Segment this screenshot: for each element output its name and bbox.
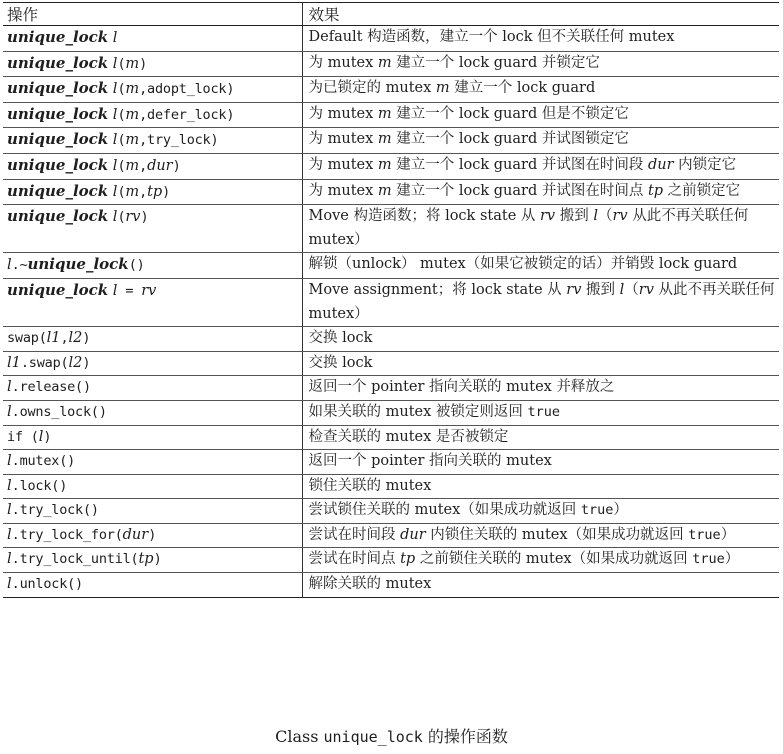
code-text: )	[139, 55, 148, 72]
variable-text: m	[377, 182, 392, 199]
operation-cell	[3, 376, 302, 401]
code-text: .release()	[11, 379, 91, 396]
operation-cell	[3, 179, 302, 205]
code-text: .~	[11, 257, 28, 274]
table-row	[3, 499, 779, 524]
keyword-text: unique_lock	[7, 280, 109, 299]
plain-text: 尝试在时间段	[308, 526, 401, 543]
effect-cell	[302, 351, 779, 376]
plain-text: 为 mutex	[308, 131, 378, 148]
operation-cell	[3, 102, 302, 128]
variable-text: rv	[125, 209, 141, 226]
variable-text: tp	[647, 182, 664, 199]
variable-text: l	[7, 257, 12, 274]
plain-text: Move 构造函数；将 lock state 从	[308, 208, 540, 225]
variable-text: l	[112, 30, 118, 46]
keyword-text: unique_lock	[27, 255, 129, 274]
operation-cell	[3, 425, 302, 450]
plain-text: 为已锁定的 mutex	[308, 80, 436, 97]
plain-text: 从此不再关联任何 mutex）	[308, 208, 749, 248]
table-row	[3, 327, 779, 352]
variable-text: m	[377, 156, 392, 173]
effect-cell	[302, 128, 779, 154]
code-text: .try_lock_for(	[11, 526, 123, 543]
operation-cell	[3, 253, 302, 279]
keyword-text: unique_lock	[7, 181, 109, 200]
table-row	[3, 523, 779, 548]
plain-text: 为 mutex	[308, 182, 378, 199]
plain-text: 建立一个 lock guard 并试图在时间段	[391, 156, 648, 173]
operation-cell	[3, 523, 302, 548]
code-text: true	[580, 502, 614, 519]
variable-text: rv	[540, 208, 556, 225]
keyword-text: unique_lock	[7, 53, 109, 72]
keyword-text: unique_lock	[7, 28, 109, 46]
code-text: )	[148, 526, 157, 543]
variable-text: l	[619, 281, 625, 298]
variable-text: dur	[647, 156, 674, 173]
effect-cell	[302, 573, 779, 598]
table-body	[3, 26, 779, 598]
variable-text: m	[125, 106, 140, 123]
code-text: .lock()	[11, 477, 68, 494]
code-text: (	[117, 106, 126, 123]
operation-cell	[3, 499, 302, 524]
plain-text: 返回一个 pointer 指向关联的 mutex	[308, 453, 552, 470]
code-text: ,	[60, 330, 69, 347]
effect-cell	[302, 102, 779, 128]
table-row	[3, 376, 779, 401]
plain-text: ）	[720, 526, 736, 543]
operation-cell	[3, 400, 302, 425]
effect-cell	[302, 499, 779, 524]
code-text: true	[688, 526, 721, 543]
plain-text: 锁住关联的 mutex	[308, 477, 432, 494]
plain-text: 检查关联的 mutex 是否被锁定	[308, 428, 509, 445]
code-text: .unlock()	[11, 576, 83, 593]
variable-text: dur	[122, 526, 149, 543]
table-row	[3, 128, 779, 154]
keyword-text: unique_lock	[7, 79, 109, 98]
variable-text: m	[377, 54, 392, 71]
code-text: (	[117, 209, 126, 226]
variable-text: m	[125, 132, 140, 149]
plain-text: 为 mutex	[308, 156, 378, 173]
variable-text: l2	[68, 354, 83, 371]
plain-text: 之前锁定它	[663, 182, 741, 199]
plain-text: 建立一个 lock guard 并试图锁定它	[391, 131, 629, 148]
operation-cell	[3, 128, 302, 154]
code-text: )	[82, 330, 91, 347]
variable-text: l	[112, 209, 118, 226]
keyword-text: unique_lock	[7, 130, 109, 149]
variable-text: tp	[400, 551, 416, 568]
caption-text: Class	[275, 727, 324, 746]
variable-text: rv	[566, 281, 582, 298]
table-row	[3, 26, 779, 52]
operations-table	[3, 2, 779, 598]
variable-text: tp	[147, 183, 163, 200]
effect-cell	[302, 548, 779, 573]
operation-cell	[3, 450, 302, 475]
code-text: ,adopt_lock)	[139, 81, 235, 98]
variable-text: l	[38, 428, 44, 445]
code-text: ,	[139, 183, 148, 200]
effect-cell	[302, 51, 779, 77]
table-row	[3, 548, 779, 573]
operation-cell	[3, 548, 302, 573]
code-text: true	[692, 551, 725, 568]
code-text: (	[117, 81, 126, 98]
table-row	[3, 400, 779, 425]
effect-cell	[302, 376, 779, 401]
code-text: ,	[139, 157, 148, 174]
plain-text: 建立一个 lock guard 并试图在时间点	[391, 182, 648, 199]
variable-text: m	[125, 55, 140, 72]
plain-text: 如果关联的 mutex 被锁定则返回	[308, 403, 528, 420]
variable-text: l	[112, 132, 118, 149]
table-row	[3, 77, 779, 103]
code-text: true	[527, 403, 561, 420]
table-row	[3, 253, 779, 279]
plain-text: 内锁住关联的 mutex（如果成功就返回	[425, 526, 689, 543]
code-text: (	[117, 183, 126, 200]
operation-cell	[3, 474, 302, 499]
code-text: )	[43, 428, 52, 445]
operation-cell	[3, 278, 302, 326]
operation-cell	[3, 77, 302, 103]
variable-text: dur	[400, 526, 426, 543]
variable-text: l	[7, 502, 12, 519]
effect-cell	[302, 179, 779, 205]
keyword-text: unique_lock	[7, 207, 109, 226]
variable-text: l	[112, 282, 118, 299]
variable-text: m	[125, 157, 140, 174]
variable-text: l	[112, 183, 118, 200]
table-row	[3, 102, 779, 128]
plain-text: 建立一个 lock guard 并锁定它	[391, 54, 600, 71]
effect-cell	[302, 523, 779, 548]
code-text: .swap(	[20, 354, 69, 371]
code-text: if (	[7, 428, 39, 445]
effect-cell	[302, 278, 779, 326]
plain-text: 解锁（unlock） mutex（如果它被锁定的话）并销毁 lock guard	[308, 256, 738, 273]
variable-text: l	[112, 55, 118, 72]
variable-text: tp	[138, 551, 154, 568]
code-text: ,try_lock)	[139, 132, 219, 149]
header-operation: 操作	[3, 3, 302, 26]
code-text: (	[117, 132, 126, 149]
effect-cell	[302, 425, 779, 450]
variable-text: l	[593, 208, 598, 225]
code-text: .mutex()	[11, 453, 76, 470]
plain-text: 建立一个 lock guard	[449, 80, 596, 97]
variable-text: m	[125, 183, 140, 200]
table-row	[3, 51, 779, 77]
keyword-text: unique_lock	[7, 155, 109, 174]
keyword-text: unique_lock	[7, 104, 109, 123]
variable-text: l	[7, 551, 12, 568]
plain-text: 搬到	[555, 208, 594, 225]
code-text: .owns_lock()	[11, 403, 107, 420]
variable-text: l	[7, 379, 12, 396]
code-text: .try_lock()	[11, 502, 99, 519]
variable-text: rv	[141, 282, 157, 299]
operation-cell	[3, 351, 302, 376]
plain-text: 交换 lock	[308, 330, 373, 347]
code-text: )	[82, 354, 91, 371]
table-row	[3, 179, 779, 205]
variable-text: dur	[147, 157, 173, 174]
header-effect: 效果	[302, 3, 779, 26]
plain-text: 从此不再关联任何 mutex）	[308, 281, 775, 322]
plain-text: （	[624, 281, 639, 298]
caption-code: unique_lock	[323, 728, 423, 746]
variable-text: rv	[638, 281, 654, 298]
effect-cell	[302, 153, 779, 179]
code-text: swap(	[7, 330, 47, 347]
plain-text: 尝试锁住关联的 mutex（如果成功就返回	[308, 502, 581, 519]
plain-text: 解除关联的 mutex	[308, 576, 432, 593]
table-row	[3, 573, 779, 598]
variable-text: l	[7, 477, 12, 494]
operation-cell	[3, 205, 302, 253]
variable-text: m	[377, 131, 392, 148]
header-row	[3, 3, 779, 26]
code-text: (	[117, 55, 126, 72]
code-text: (	[117, 157, 126, 174]
table-caption	[0, 724, 783, 747]
variable-text: l2	[68, 330, 83, 347]
plain-text: ）	[724, 551, 740, 568]
plain-text: 内锁定它	[673, 156, 737, 173]
code-text: ,defer_lock)	[139, 106, 235, 123]
plain-text: （	[597, 208, 613, 225]
table-row	[3, 205, 779, 253]
effect-cell	[302, 327, 779, 352]
plain-text: Default 构造函数，建立一个 lock 但不关联任何 mutex	[308, 29, 675, 45]
effect-cell	[302, 400, 779, 425]
plain-text: 为 mutex	[308, 54, 378, 71]
plain-text: 尝试在时间点	[308, 551, 401, 568]
plain-text: 交换 lock	[308, 354, 373, 371]
variable-text: l1	[46, 330, 61, 347]
variable-text: l	[112, 157, 118, 174]
operation-cell	[3, 153, 302, 179]
variable-text: l	[7, 453, 12, 470]
effect-cell	[302, 253, 779, 279]
variable-text: l	[7, 403, 12, 420]
operation-cell	[3, 327, 302, 352]
variable-text: l	[112, 106, 118, 123]
variable-text: l	[112, 81, 118, 98]
operation-cell	[3, 573, 302, 598]
effect-cell	[302, 77, 779, 103]
table-row	[3, 450, 779, 475]
operation-cell	[3, 26, 302, 52]
code-text: )	[162, 183, 171, 200]
effect-cell	[302, 450, 779, 475]
variable-text: l	[7, 526, 12, 543]
effect-cell	[302, 205, 779, 253]
table-row	[3, 351, 779, 376]
table-row	[3, 425, 779, 450]
variable-text: l	[7, 576, 12, 593]
variable-text: rv	[612, 208, 628, 225]
effect-cell	[302, 474, 779, 499]
plain-text: 为 mutex	[308, 105, 378, 122]
code-text: )	[140, 209, 149, 226]
variable-text: m	[377, 105, 392, 122]
variable-text: m	[435, 80, 450, 97]
code-text: )	[153, 551, 162, 568]
plain-text: 搬到	[581, 281, 620, 298]
variable-text: m	[125, 81, 140, 98]
code-text: .try_lock_until(	[11, 551, 139, 568]
table-row	[3, 278, 779, 326]
plain-text: 返回一个 pointer 指向关联的 mutex 并释放之	[308, 379, 615, 396]
table-row	[3, 474, 779, 499]
plain-text: Move assignment；将 lock state 从	[308, 281, 567, 298]
code-text: )	[172, 157, 181, 174]
table-row	[3, 153, 779, 179]
plain-text: 建立一个 lock guard 但是不锁定它	[391, 105, 629, 122]
code-text: =	[117, 282, 142, 299]
caption-text: 的操作函数	[422, 727, 508, 746]
operation-cell	[3, 51, 302, 77]
effect-cell	[302, 26, 779, 52]
plain-text: ）	[613, 502, 628, 519]
plain-text: 之前锁住关联的 mutex（如果成功就返回	[415, 551, 693, 568]
code-text: ()	[128, 257, 145, 274]
variable-text: l1	[7, 354, 21, 371]
